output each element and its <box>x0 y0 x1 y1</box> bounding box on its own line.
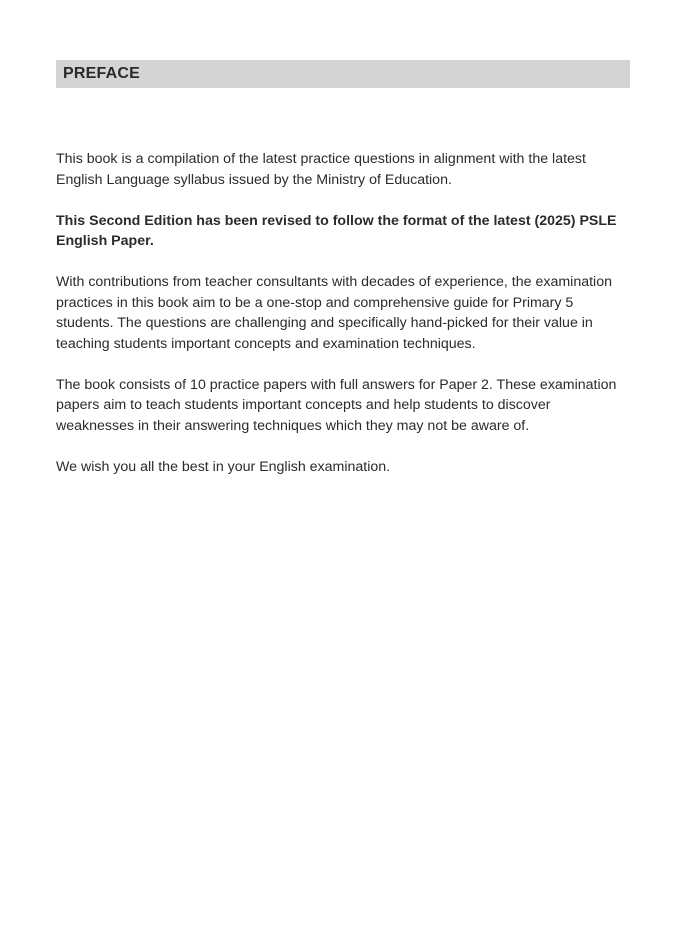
paragraph-line: The book consists of 10 practice papers with full answers for Paper 2. These examination <box>56 376 617 393</box>
paragraph-line: weaknesses in their answering techniques which they may not be aware of. <box>56 417 530 434</box>
paragraph-contents <box>56 375 636 437</box>
paragraph-line: English Paper. <box>56 233 154 249</box>
paragraph-line: papers aim to teach students important concepts and help students to discover <box>56 397 551 413</box>
paragraph-line: practices in this book aim to be a one-stop and comprehensive guide for Primary 5 <box>56 294 574 311</box>
paragraph-line: English Language syllabus issued by the Ministry of Education. <box>56 171 452 188</box>
paragraph-closing <box>56 457 636 478</box>
preface-heading-bar <box>56 60 630 88</box>
paragraph-line: students. The questions are challenging and specifically hand-picked for their value in <box>56 315 593 331</box>
paragraph-line: This book is a compilation of the latest practice questions in alignment with the latest <box>56 151 586 167</box>
paragraph-line: We wish you all the best in your English examination. <box>56 458 391 475</box>
page-title: PREFACE <box>63 65 140 82</box>
paragraph-edition-note <box>56 211 636 252</box>
preface-body <box>56 149 636 498</box>
paragraph-line: This Second Edition has been revised to follow the format of the latest (2025) PSLE <box>56 212 617 229</box>
paragraph-contributions <box>56 272 636 354</box>
paragraph-line: With contributions from teacher consultants with decades of experience, the examination <box>56 274 612 290</box>
paragraph-intro <box>56 149 636 190</box>
paragraph-line: teaching students important concepts and examination techniques. <box>56 335 476 352</box>
